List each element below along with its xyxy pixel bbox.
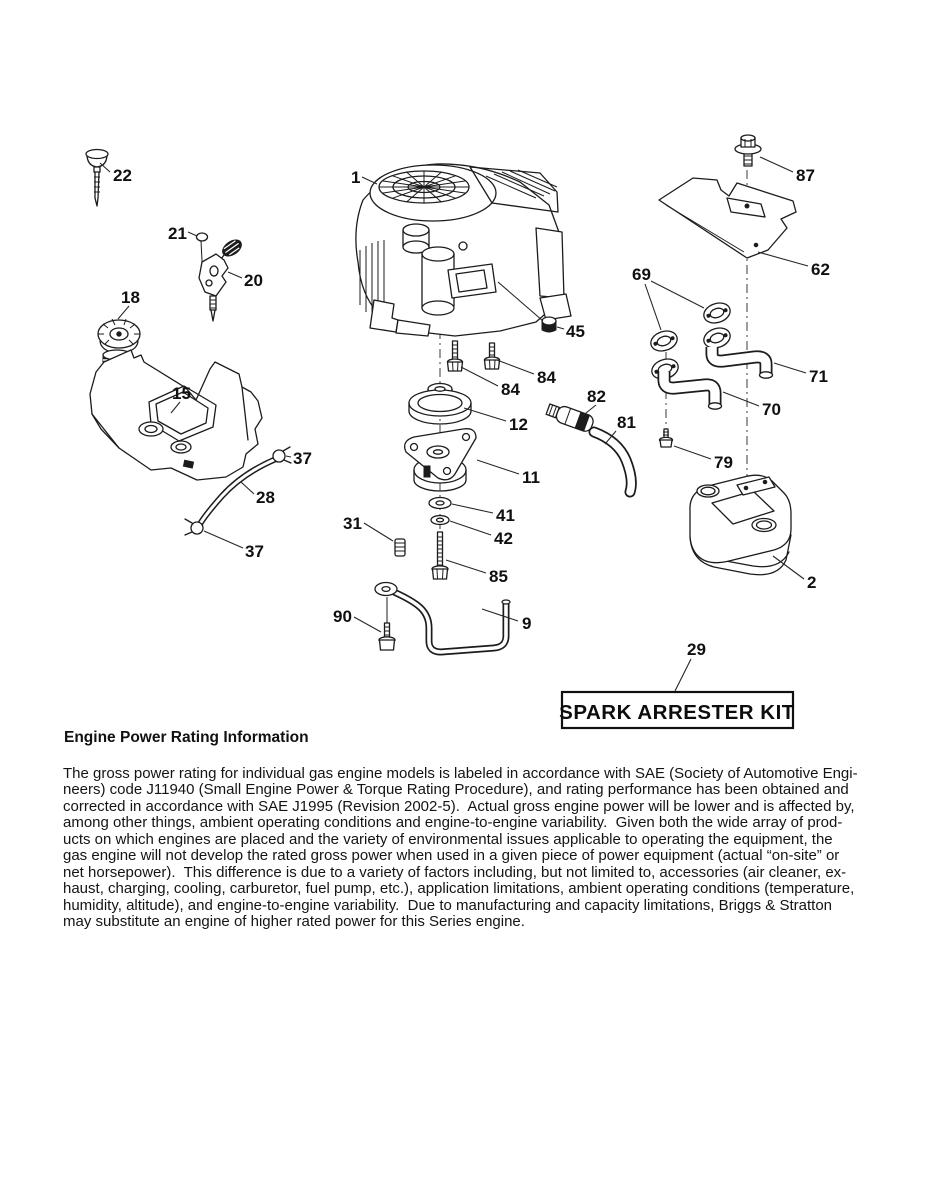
- screw-part-79: [660, 429, 673, 447]
- callout-leader-22: [100, 163, 110, 172]
- fuel-cap-part-18: [98, 319, 140, 353]
- callout-1: 1: [351, 168, 361, 187]
- callout-leader-69: [645, 284, 661, 330]
- callout-20: 20: [244, 271, 263, 290]
- callout-9: 9: [522, 614, 532, 633]
- callout-leader-42: [450, 521, 491, 535]
- callout-2: 2: [807, 573, 817, 592]
- callout-37: 37: [245, 542, 264, 561]
- callout-leader-31: [364, 523, 393, 541]
- paragraph-line: humidity, altitude), and engine-to-engine variability. Due to manufacturing and capacity limitations, Briggs & Stratton: [63, 896, 833, 914]
- callout-29: 29: [687, 640, 706, 659]
- callout-82: 82: [587, 387, 606, 406]
- rating-paragraph: [63, 766, 858, 931]
- paragraph-line: The gross power rating for individual gas engine models is labeled in accordance with SAE (Society of Automotive Engi-: [63, 765, 858, 782]
- muffler-part-2: [690, 475, 791, 575]
- callout-leader-20: [228, 272, 242, 278]
- washer-part-41: [429, 498, 451, 509]
- exhaust-pipe-part-70: [664, 372, 722, 409]
- paragraph-line: haust, charging, cooling, carburetor, fuel pump, etc.), application limitations, ambient operating conditions (temperature,: [63, 880, 855, 898]
- clamp-part-37-upper: [273, 447, 291, 463]
- callout-79: 79: [714, 453, 733, 472]
- callout-leader-37: [286, 456, 291, 457]
- callout-leader-84: [461, 367, 498, 386]
- callout-11: 11: [522, 468, 540, 487]
- callout-leader-70: [723, 392, 759, 406]
- bolt-part-87: [735, 135, 761, 166]
- paragraph-line: neers) code J11940 (Small Engine Power & Torque Rating Procedure), and rating performance has been obtained and: [63, 781, 849, 799]
- hose-part-81: [594, 432, 631, 492]
- clutch-part-11: [405, 429, 476, 491]
- callout-leader-2: [773, 556, 804, 579]
- paragraph-line: gas engine will not develop the rated gross power when used in a given piece of power equipment (actual “on-site” or: [63, 847, 840, 865]
- plug-part-45: [542, 317, 556, 332]
- paragraph-line: ucts on which engines are placed and the variety of environmental issues applicable to operating the equipment, the: [63, 830, 833, 848]
- callout-87: 87: [796, 166, 815, 185]
- paragraph-line: among other things, ambient operating conditions and engine-to-engine variability. Given both the wide array of prod-: [63, 814, 843, 832]
- callout-leader-71: [774, 363, 806, 373]
- rod-part-9: [375, 583, 510, 653]
- callout-90: 90: [333, 607, 352, 626]
- callout-31: 31: [343, 514, 362, 533]
- callout-84: 84: [537, 368, 556, 387]
- callout-leader-45: [557, 327, 564, 329]
- callout-leader-79: [674, 446, 711, 459]
- callout-37: 37: [293, 449, 312, 468]
- callout-45: 45: [566, 322, 585, 341]
- callout-12: 12: [509, 415, 528, 434]
- callout-71: 71: [809, 367, 828, 386]
- callout-41: 41: [496, 506, 515, 525]
- callout-22: 22: [113, 166, 132, 185]
- callout-leader-9: [482, 609, 518, 621]
- rating-heading: Engine Power Rating Information: [64, 729, 309, 746]
- callout-leader-41: [452, 504, 493, 513]
- callout-18: 18: [121, 288, 140, 307]
- gaskets-part-69: [648, 300, 733, 382]
- spark-arrester-kit-box: [559, 692, 795, 728]
- washer-part-42: [431, 516, 449, 525]
- paragraph-line: net horsepower). This difference is due to a variety of factors including, but not limited to, accessories (air cleaner, ex-: [63, 863, 847, 881]
- set-screw-part-31: [395, 539, 405, 556]
- engine-part-1: [356, 164, 571, 336]
- callout-84: 84: [501, 380, 520, 399]
- bolt-part-90: [379, 597, 395, 650]
- callout-62: 62: [811, 260, 830, 279]
- callout-leader-1: [362, 177, 377, 184]
- callout-leader-84: [497, 360, 534, 374]
- callout-leader-11: [477, 460, 519, 474]
- callout-69: 69: [632, 265, 651, 284]
- paragraph-line: corrected in accordance with SAE J1995 (Revision 2002-5). Actual gross engine power will be lower and is affected by,: [63, 797, 855, 815]
- callout-leader-85: [446, 560, 486, 573]
- callout-leader-29: [675, 659, 691, 691]
- heat-shield-part-62: [659, 178, 796, 258]
- bolts-part-84: [448, 341, 500, 371]
- bolt-part-85: [432, 532, 448, 579]
- callout-70: 70: [762, 400, 781, 419]
- callout-leader-21: [188, 232, 197, 236]
- callout-leader-62: [758, 252, 808, 266]
- exhaust-pipe-part-71: [712, 347, 773, 378]
- callout-leader-87: [760, 157, 793, 172]
- callout-28: 28: [256, 488, 275, 507]
- callout-15: 15: [172, 384, 191, 403]
- control-lever-part-20: [199, 237, 244, 321]
- callout-42: 42: [494, 529, 513, 548]
- callout-85: 85: [489, 567, 508, 586]
- callout-leader-18: [118, 306, 129, 319]
- pulley-part-12: [409, 384, 471, 425]
- callout-leader-37: [204, 531, 243, 548]
- paragraph-line: may substitute an engine of higher rated power for this Series engine.: [63, 913, 525, 931]
- callout-leader-90: [354, 617, 381, 632]
- spark-arrester-kit-label: SPARK ARRESTER KIT: [559, 701, 795, 724]
- callout-leader-69: [651, 281, 704, 308]
- dipstick-part-22: [86, 150, 108, 207]
- callout-leader-28: [241, 482, 254, 494]
- callout-81: 81: [617, 413, 636, 432]
- callout-21: 21: [168, 224, 187, 243]
- fuel-tank-part-15: [90, 350, 262, 480]
